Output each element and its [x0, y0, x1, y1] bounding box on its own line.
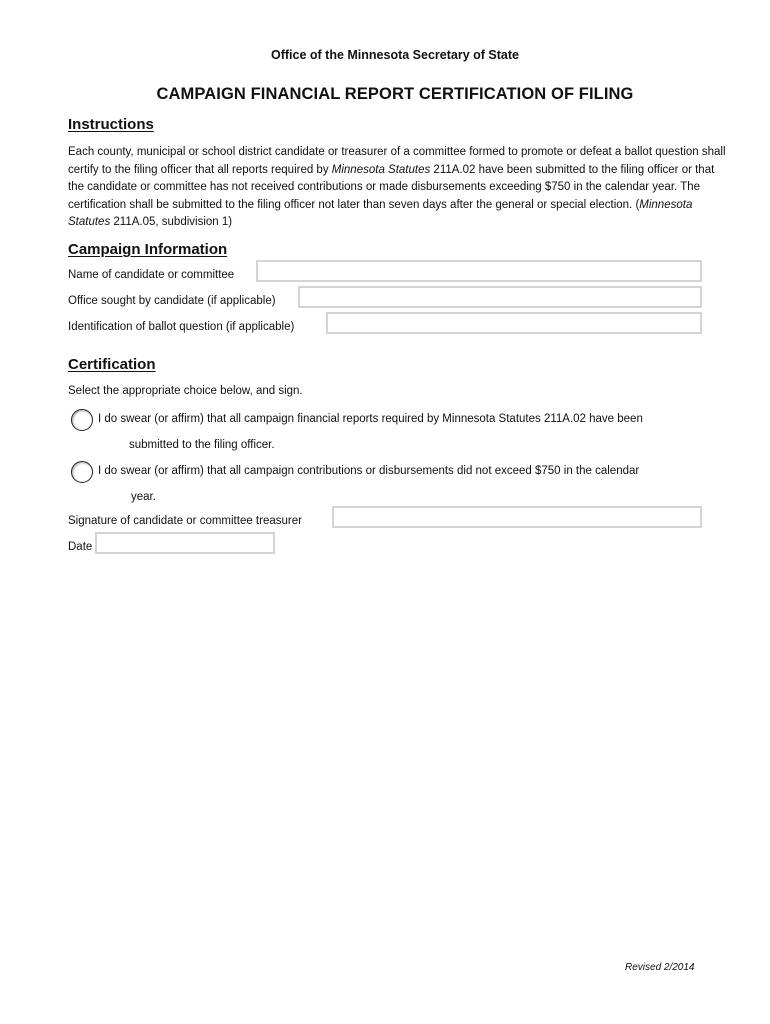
- candidate-name-field[interactable]: [256, 260, 702, 282]
- instructions-text: [68, 144, 728, 232]
- statute-ref-2: Minnesota Statutes: [68, 198, 693, 228]
- ballot-question-field[interactable]: [326, 312, 702, 334]
- reports-submitted-radio[interactable]: [71, 409, 93, 431]
- ballot-question-label: Identification of ballot question (if applicable): [68, 321, 295, 333]
- page-title: CAMPAIGN FINANCIAL REPORT CERTIFICATION OF FILING: [156, 85, 634, 103]
- certification-prompt: Select the appropriate choice below, and sign.: [68, 385, 303, 397]
- office-sought-field[interactable]: [298, 286, 702, 308]
- signature-field[interactable]: [332, 506, 702, 528]
- date-field[interactable]: [95, 532, 275, 554]
- option-not-exceed-line1: I do swear (or affirm) that all campaign contributions or disbursements did not exceed $750 in the calendar: [98, 465, 640, 477]
- signature-label: Signature of candidate or committee treasurer: [68, 515, 302, 527]
- candidate-name-label: Name of candidate or committee: [68, 269, 235, 281]
- date-label: Date: [68, 541, 93, 553]
- instructions-text-part-1: Each county, municipal or school district candidate or treasurer of a committee formed to promote or defeat a ballot question shall certify to the filing officer that all reports required by: [68, 146, 726, 176]
- office-header: Office of the Minnesota Secretary of State: [271, 48, 519, 62]
- certification-heading: Certification: [68, 356, 156, 373]
- instructions-text-part-3: 211A.05, subdivision 1): [110, 216, 233, 228]
- revision-note: Revised 2/2014: [625, 962, 695, 973]
- instructions-heading: Instructions: [68, 116, 154, 133]
- option-not-exceed-line2: year.: [131, 491, 156, 503]
- option-reports-submitted-line1: I do swear (or affirm) that all campaign financial reports required by Minnesota Statutes 211A.02 have been: [98, 413, 643, 425]
- not-exceed-750-radio[interactable]: [71, 461, 93, 483]
- option-reports-submitted-line2: submitted to the filing officer.: [129, 439, 275, 451]
- campaign-information-heading: Campaign Information: [68, 241, 228, 258]
- statute-ref-1: Minnesota Statutes: [331, 163, 431, 176]
- instructions-text-part-2: 211A.02 have been submitted to the filing officer or that the candidate or committee has not received contributions or made disbursements exceeding $750 in the calendar year. The certification shall be submitted to the filing officer not later than seven days after the general or special election. (: [68, 163, 715, 211]
- office-sought-label: Office sought by candidate (if applicable): [68, 295, 276, 307]
